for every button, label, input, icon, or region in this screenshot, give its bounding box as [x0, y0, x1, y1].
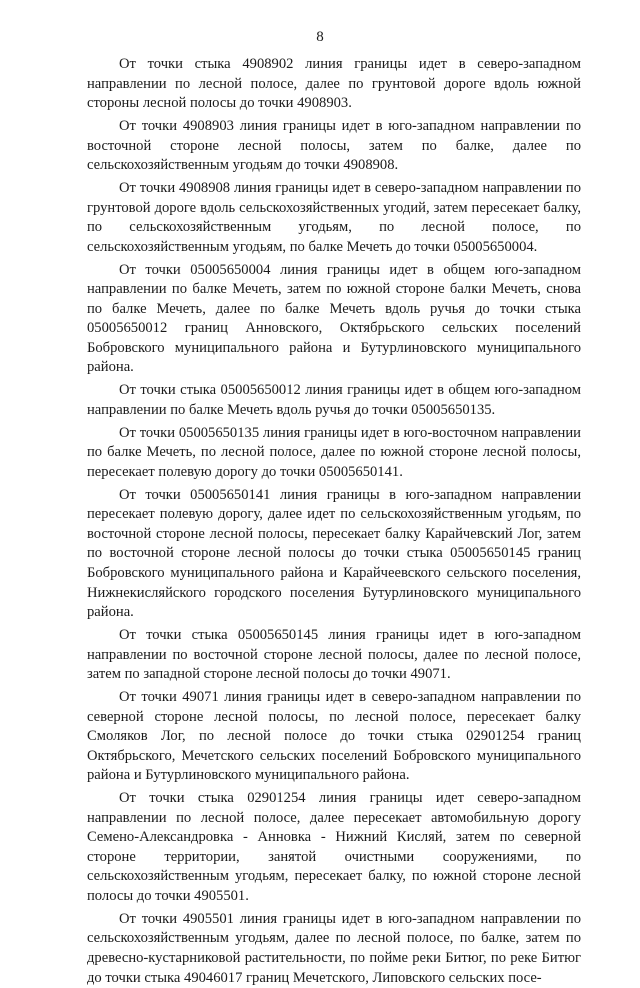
document-body: [87, 55, 581, 988]
paragraph: От точки 4908903 линия границы идет в юго-западном направлении по восточной стороне лесной полосы, затем по балке, далее по сельскохозяйственным угодьям до точки 4908908.: [87, 117, 581, 174]
paragraph: От точки 05005650141 линия границы в юго-западном направлении пересекает полевую дорогу, далее идет по сельскохозяйственным угодьям, по восточной стороне лесной полосы, пересекает балку Карайчевский Лог, затем по восточной стороне лесной полосы до точки стыка 05005650145 границ Бобровского муниципального района и Карайчеевского сельского поселения, Нижнекисляйского городского поселения Бутурлиновского муниципального района.: [87, 486, 581, 621]
paragraph: От точки 4908908 линия границы идет в северо-западном направлении по грунтовой дороге вдоль сельскохозяйственных угодий, затем пересекает балку, по сельскохозяйственным угодьям, по лесной полосе, по сельскохозяйственным угодьям, по балке Мечеть до точки 05005650004.: [87, 179, 581, 255]
page-number: 8: [316, 29, 324, 45]
paragraph: От точки 4905501 линия границы идет в юго-западном направлении по сельскохозяйственным угодьям, далее по лесной полосе, по балке, затем по древесно-кустарниковой растительности, по пойме реки Битюг, по реке Битюг до точки стыка 49046017 границ Мечетского, Липовского сельских посе-: [87, 910, 581, 986]
paragraph: От точки 05005650004 линия границы идет в общем юго-западном направлении по балке Мечеть, затем по южной стороне балки Мечеть, снова по балке Мечеть, далее по балке Мечеть вдоль ручья до точки стыка 05005650012 границ Анновского, Октябрьского сельских поселений Бобровского муниципального района и Бутурлиновского муниципального района.: [87, 261, 581, 376]
paragraph: От точки стыка 05005650145 линия границы идет в юго-западном направлении по восточной стороне лесной полосы, далее по лесной полосе, затем по западной стороне лесной полосы до точки 49071.: [87, 626, 581, 683]
paragraph: От точки стыка 4908902 линия границы идет в северо-западном направлении по лесной полосе, далее по грунтовой дороге вдоль южной стороны лесной полосы до точки 4908903.: [87, 56, 581, 112]
paragraph: От точки 49071 линия границы идет в северо-западном направлении по северной стороне лесной полосы, по лесной полосе, пересекает балку Смоляков Лог, по лесной полосе до точки стыка 02901254 границ Октябрьского, Мечетского сельских поселений Бобровского муниципального района и Бутурлиновского муниципального района.: [87, 688, 581, 784]
paragraph: От точки 05005650135 линия границы идет в юго-восточном направлении по балке Мечеть, по лесной полосе, далее по южной стороне лесной полосы, пересекает полевую дорогу до точки 05005650141.: [87, 424, 581, 480]
paragraph: От точки стыка 02901254 линия границы идет северо-западном направлении по лесной полосе, далее пересекает автомобильную дорогу Семено-Александровка - Анновка - Нижний Кисляй, затем по северной стороне территории, занятой очистными сооружениями, по сельскохозяйственным угодьям, пересекает балку, по южной стороне лесной полосы до точки 4905501.: [87, 790, 581, 905]
paragraph: От точки стыка 05005650012 линия границы идет в общем юго-западном направлении по балке Мечеть вдоль ручья до точки 05005650135.: [87, 382, 581, 418]
